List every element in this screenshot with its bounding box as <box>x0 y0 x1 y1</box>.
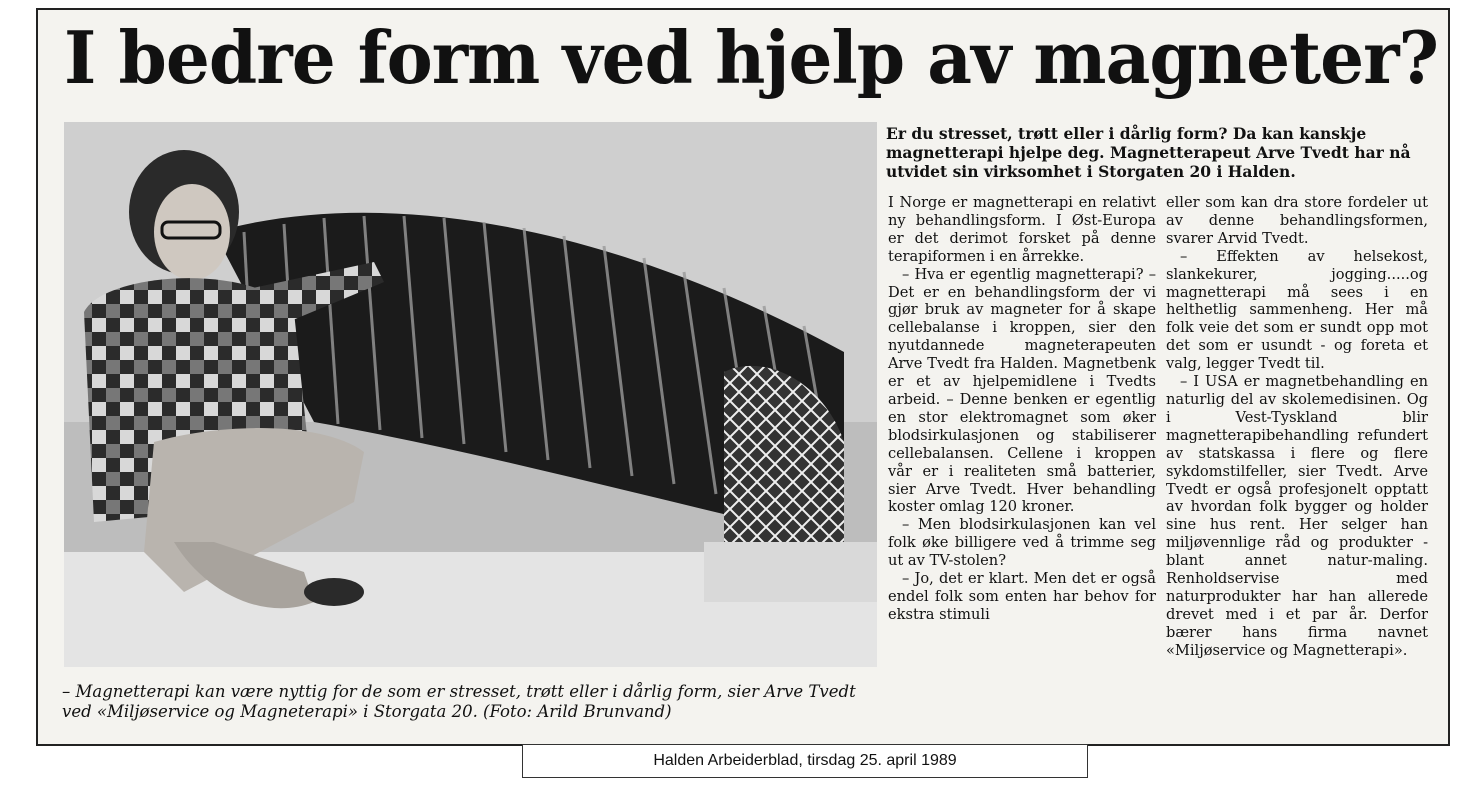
article-column-1 <box>888 194 1156 624</box>
paragraph: – Men blodsirkulasjonen kan vel folk øke billigere ved å trimme seg ut av TV-stolen? <box>888 516 1156 570</box>
paragraph: – Effekten av helsekost, slankekurer, jogging.....og magnetterapi må sees i en helthetlig sammenheng. Her må folk veie det som er sundt opp mot det som er usundt - og foreta et valg, legger Tvedt til. <box>1166 247 1428 373</box>
source-text: Halden Arbeiderblad, tirsdag 25. april 1989 <box>653 752 957 769</box>
article-column-2 <box>1166 194 1428 660</box>
paragraph: I Norge er magnetterapi en relativt ny behandlingsform. I Øst-Europa er det derimot forsket på denne terapiformen i en årrekke. <box>888 194 1156 265</box>
photo-illustration <box>64 122 877 667</box>
photo-caption: – Magnetterapi kan være nyttig for de som er stresset, trøtt eller i dårlig form, sier Arve Tvedt ved «Miljøservice og Magneterapi» i Storgata 20. (Foto: Arild Brunvand) <box>62 682 856 721</box>
paragraph: eller som kan dra store fordeler ut av denne behandlingsformen, svarer Arvid Tvedt. <box>1166 194 1428 247</box>
paragraph: – Jo, det er klart. Men det er også endel folk som enten har behov for ekstra stimuli <box>888 570 1156 623</box>
article-lead: Er du stresset, trøtt eller i dårlig form? Da kan kanskje magnetterapi hjelpe deg. Magnetterapeut Arve Tvedt har nå utvidet sin virksomhet i Storgaten 20 i Halden. <box>886 124 1411 181</box>
paragraph: – I USA er magnetbehandling en naturlig del av skolemedisinen. Og i Vest-Tyskland blir magnetterapibehandling refundert av statskassa i flere og flere sykdomstilfeller, sier Tvedt. Arve Tvedt er også profesjonelt opptatt av hvordan folk bygger og holder sine hus rent. Her selger han miljøvennlige råd og produkter - blant annet natur-maling. Renholdservise med naturprodukter har han allerede drevet med i et par år. Derfor bærer hans firma navnet «Miljøservice og Magnetterapi». <box>1166 373 1428 659</box>
paragraph: – Hva er egentlig magnetterapi? – Det er en behandlingsform der vi gjør bruk av magneter for å skape cellebalanse i kroppen, sier den nyutdannede magneterapeuten Arve Tvedt fra Halden. Magnetbenk er et av hjelpemidlene i Tvedts arbeid. – Denne benken er egentlig en stor elektromagnet som øker blodsirkulasjonen og stabiliserer cellebalansen. Cellene i kroppen vår er i realiteten små batterier, sier Arve Tvedt. Hver behandling koster omlag 120 kroner. <box>888 265 1156 516</box>
source-label <box>522 744 1088 778</box>
headline: I bedre form ved hjelp av magneter? <box>64 15 1439 100</box>
article-photo <box>64 122 877 667</box>
